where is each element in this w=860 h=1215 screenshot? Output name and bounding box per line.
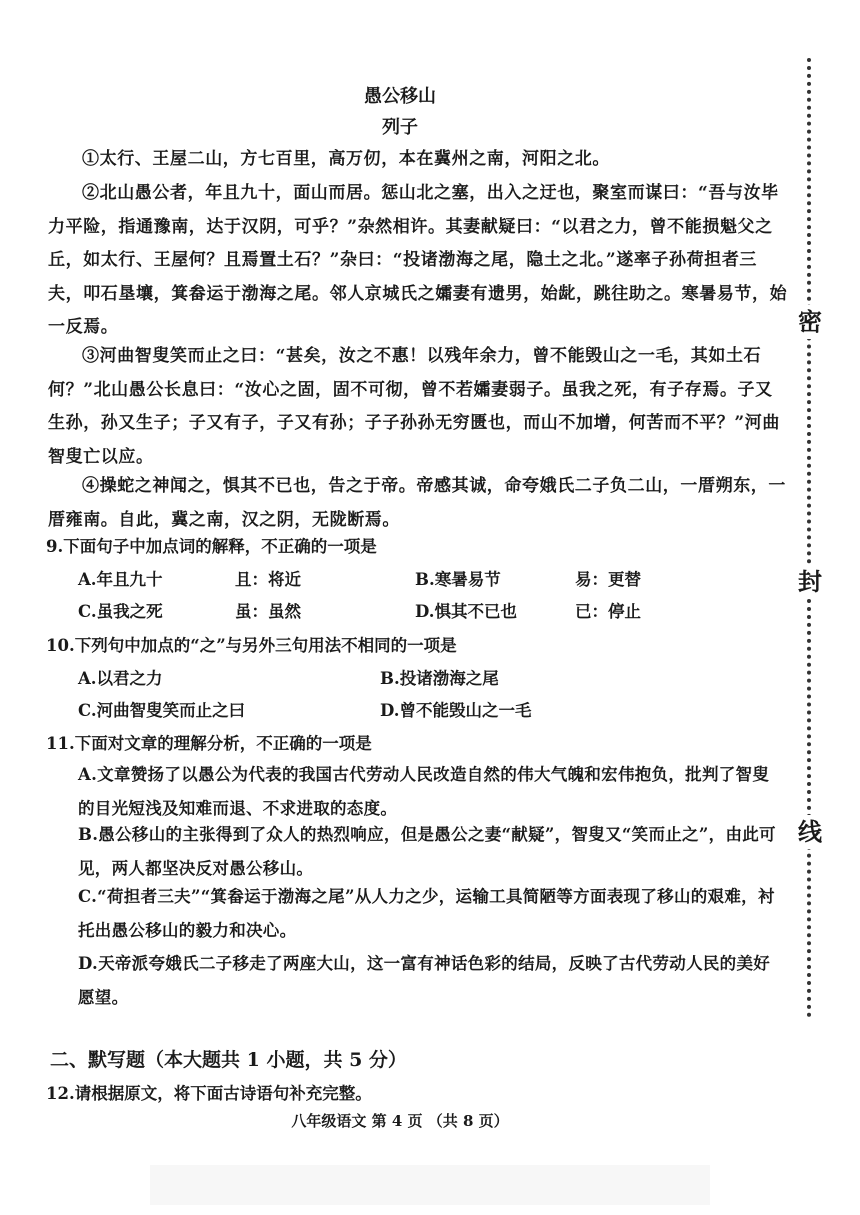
q10-option-a: A.以君之力	[78, 669, 163, 688]
q9-option-c-definition: 虽：虽然	[235, 602, 301, 621]
binding-fold-char: 封	[795, 565, 825, 599]
question-10-stem: 10.下列句中加点的“之”与另外三句用法不相同的一项是	[46, 636, 457, 655]
q11-option-d: D.天帝派夸娥氏二子移走了两座大山，这一富有神话色彩的结局，反映了古代劳动人民的美好愿望。	[78, 954, 771, 1007]
binding-dotted-line	[807, 58, 819, 1018]
q11-option-a: A.文章赞扬了以愚公为代表的我国古代劳动人民改造自然的伟大气魄和宏伟抱负，批判了智叟的目光短浅及知难而退、不求进取的态度。	[78, 765, 770, 818]
page-footer: 八年级语文 第 4 页 （共 8 页）	[291, 1112, 509, 1130]
binding-line-char: 线	[795, 815, 825, 849]
q9-option-d: D.惧其不已也	[415, 602, 517, 621]
paragraph-1: ①太行、王屋二山，方七百里，高万仞，本在冀州之南，河阳之北。	[82, 149, 610, 169]
paragraph-3: ③河曲智叟笑而止之曰：“甚矣，汝之不惠！以残年余力，曾不能毁山之一毛，其如土石何？”北山愚公长息曰：“汝心之固，固不可彻，曾不若孀妻弱子。虽我之死，有子存焉。子又生孙，孙又生子；子又有子，子又有孙；子子孙孙无穷匮也，而山不加增，何苦而不平？”河曲智叟亡以应。	[48, 346, 780, 467]
question-11-stem: 11.下面对文章的理解分析，不正确的一项是	[46, 734, 372, 753]
q9-option-a-definition: 且：将近	[235, 570, 301, 589]
binding-seal-char: 密	[795, 305, 825, 339]
q10-option-c: C.河曲智叟笑而止之曰	[78, 701, 246, 720]
section-2-heading: 二、默写题（本大题共 1 小题，共 5 分）	[50, 1049, 407, 1071]
passage-title: 愚公移山	[364, 86, 436, 107]
q9-option-b: B.寒暑易节	[415, 570, 501, 589]
question-9-stem: 9.下面句子中加点词的解释，不正确的一项是	[46, 537, 377, 556]
q9-option-c: C.虽我之死	[78, 602, 163, 621]
q10-option-b: B.投诸渤海之尾	[380, 669, 499, 688]
q11-option-b: B.愚公移山的主张得到了众人的热烈响应，但是愚公之妻“献疑”，智叟又“笑而止之”，由此可见，两人都坚决反对愚公移山。	[78, 825, 776, 878]
q9-option-b-definition: 易：更替	[575, 570, 641, 589]
scan-shade	[150, 1165, 710, 1205]
paragraph-2: ②北山愚公者，年且九十，面山而居。惩山北之塞，出入之迂也，聚室而谋曰：“吾与汝毕力平险，指通豫南，达于汉阴，可乎？”杂然相许。其妻献疑曰：“以君之力，曾不能损魁父之丘，如太行、王屋何？且焉置土石？”杂曰：“投诸渤海之尾，隐土之北。”遂率子孙荷担者三夫，叩石垦壤，箕畚运于渤海之尾。邻人京城氏之孀妻有遗男，始龀，跳往助之。寒暑易节，始一反焉。	[48, 183, 788, 337]
q9-option-d-definition: 已：停止	[575, 602, 641, 621]
q10-option-d: D.曾不能毁山之一毛	[380, 701, 532, 720]
paragraph-4: ④操蛇之神闻之，惧其不已也，告之于帝。帝感其诚，命夸娥氏二子负二山，一厝朔东，一厝雍南。自此，冀之南，汉之阴，无陇断焉。	[48, 476, 786, 530]
q9-option-a: A.年且九十	[78, 570, 163, 589]
q11-option-c: C.“荷担者三夫”“箕畚运于渤海之尾”从人力之少，运输工具简陋等方面表现了移山的艰难，衬托出愚公移山的毅力和决心。	[78, 887, 775, 940]
passage-author: 列子	[382, 117, 418, 138]
question-12-stem: 12.请根据原文，将下面古诗语句补充完整。	[46, 1084, 372, 1103]
